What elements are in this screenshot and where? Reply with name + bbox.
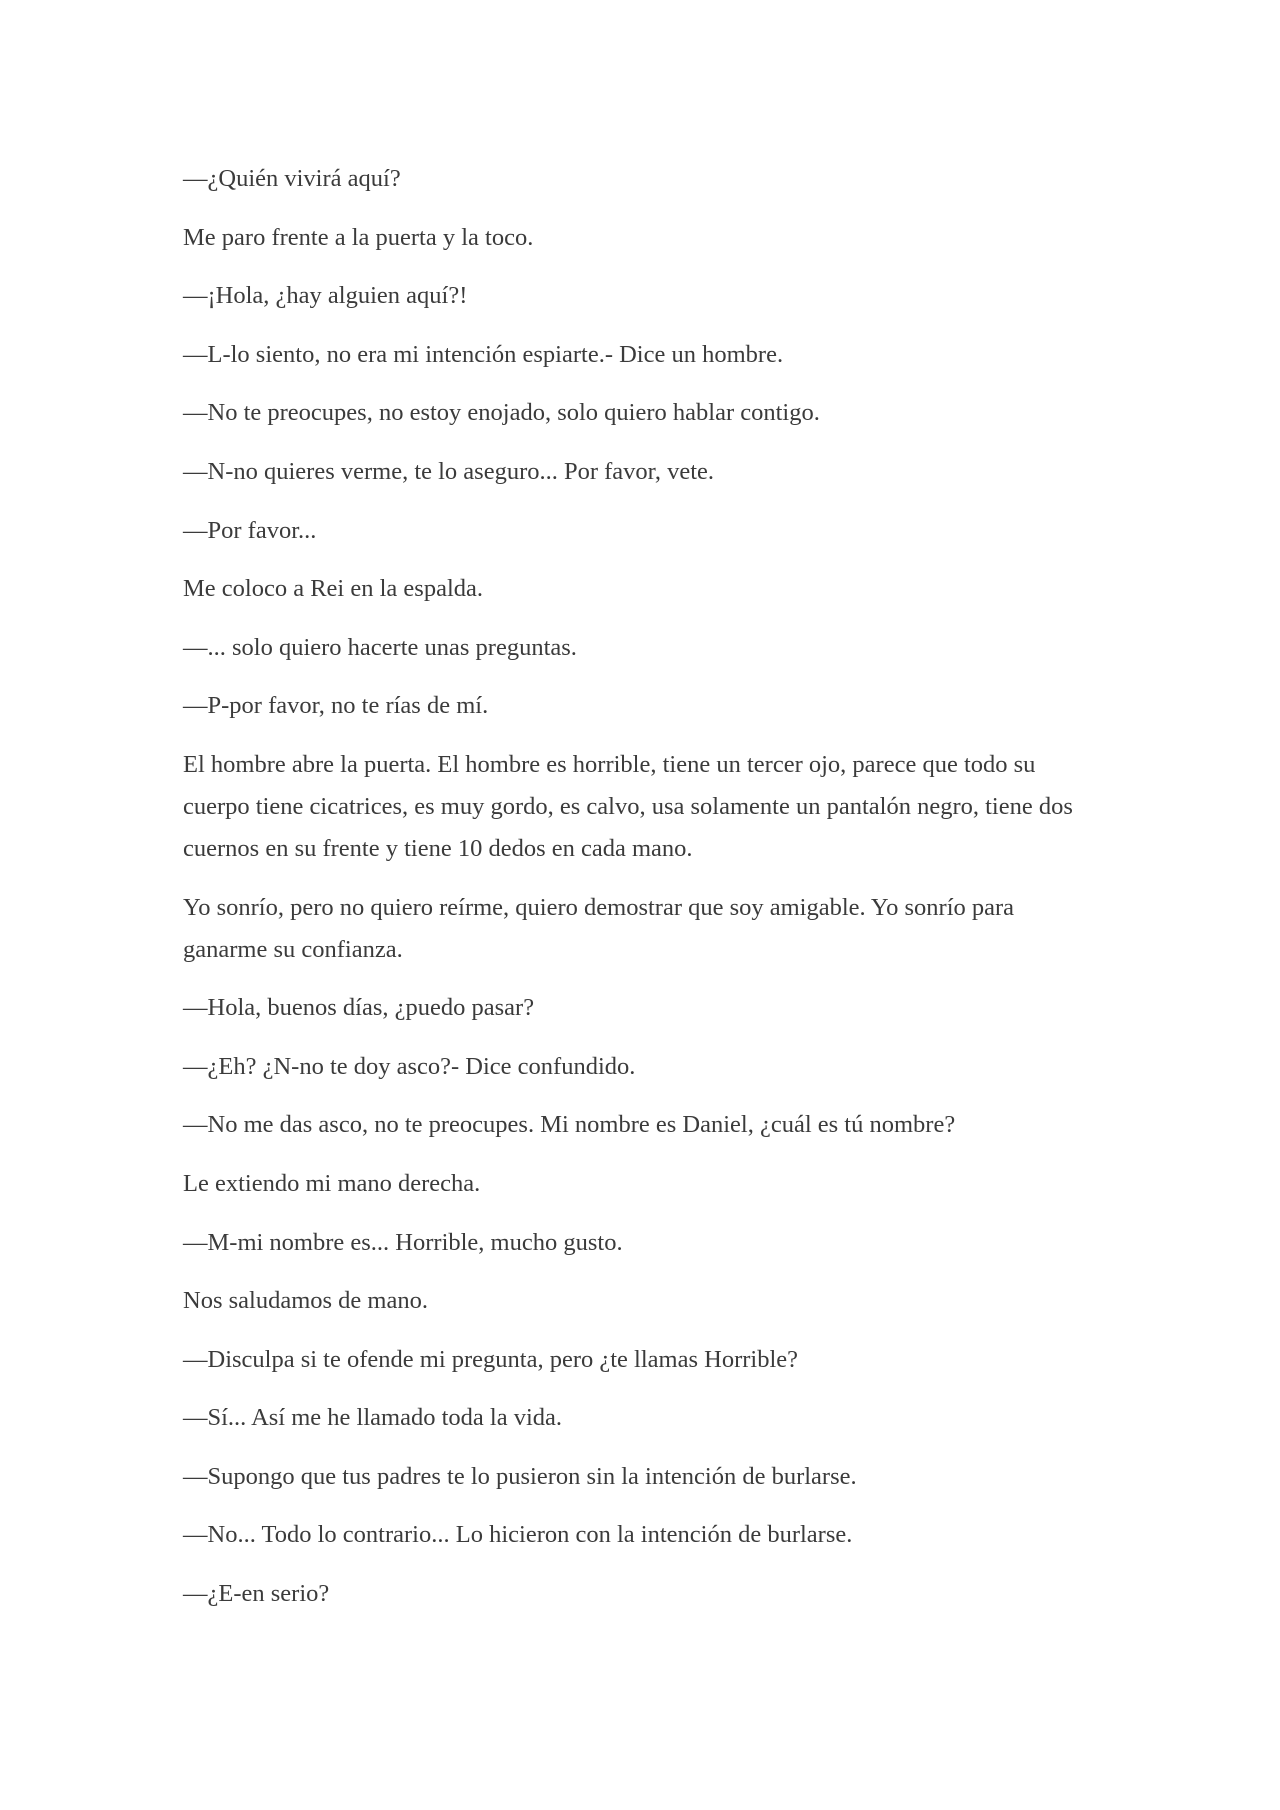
- paragraph: —Por favor...: [183, 516, 317, 544]
- paragraph: Le extiendo mi mano derecha.: [183, 1169, 481, 1197]
- paragraph: Me coloco a Rei en la espalda.: [183, 575, 484, 603]
- paragraph: —¿Eh? ¿N-no te doy asco?- Dice confundido.: [183, 1052, 636, 1080]
- paragraph: —... solo quiero hacerte unas preguntas.: [183, 633, 577, 661]
- paragraph: El hombre abre la puerta. El hombre es horrible, tiene un tercer ojo, parece que todo su cuerpo tiene cicatrices, es muy gordo, es calvo, usa solamente un pantalón negro, tiene dos cuernos en su frente y tiene 10 dedos en cada mano.: [183, 750, 1073, 862]
- paragraph: Nos saludamos de mano.: [183, 1287, 428, 1315]
- document-body: [183, 158, 1099, 1632]
- paragraph: Me paro frente a la puerta y la toco.: [183, 223, 534, 251]
- paragraph: —¿Quién vivirá aquí?: [183, 165, 401, 192]
- paragraph: —Hola, buenos días, ¿puedo pasar?: [183, 994, 535, 1022]
- paragraph: —No... Todo lo contrario... Lo hicieron con la intención de burlarse.: [183, 1521, 853, 1549]
- paragraph: Yo sonrío, pero no quiero reírme, quiero demostrar que soy amigable. Yo sonrío para ganarme su confianza.: [183, 893, 1015, 963]
- paragraph: —¡Hola, ¿hay alguien aquí?!: [183, 282, 468, 310]
- paragraph: —M-mi nombre es... Horrible, mucho gusto.: [183, 1228, 623, 1256]
- paragraph: —N-no quieres verme, te lo aseguro... Por favor, vete.: [183, 457, 715, 485]
- paragraph: —P-por favor, no te rías de mí.: [183, 692, 489, 720]
- paragraph: —¿E-en serio?: [183, 1580, 330, 1608]
- paragraph: —Sí... Así me he llamado toda la vida.: [183, 1404, 563, 1432]
- paragraph: —No me das asco, no te preocupes. Mi nombre es Daniel, ¿cuál es tú nombre?: [183, 1111, 956, 1139]
- paragraph: —Disculpa si te ofende mi pregunta, pero ¿te llamas Horrible?: [183, 1345, 799, 1373]
- paragraph: —Supongo que tus padres te lo pusieron sin la intención de burlarse.: [183, 1462, 857, 1490]
- paragraph: —No te preocupes, no estoy enojado, solo quiero hablar contigo.: [183, 399, 820, 427]
- paragraph: —L-lo siento, no era mi intención espiarte.- Dice un hombre.: [183, 340, 784, 368]
